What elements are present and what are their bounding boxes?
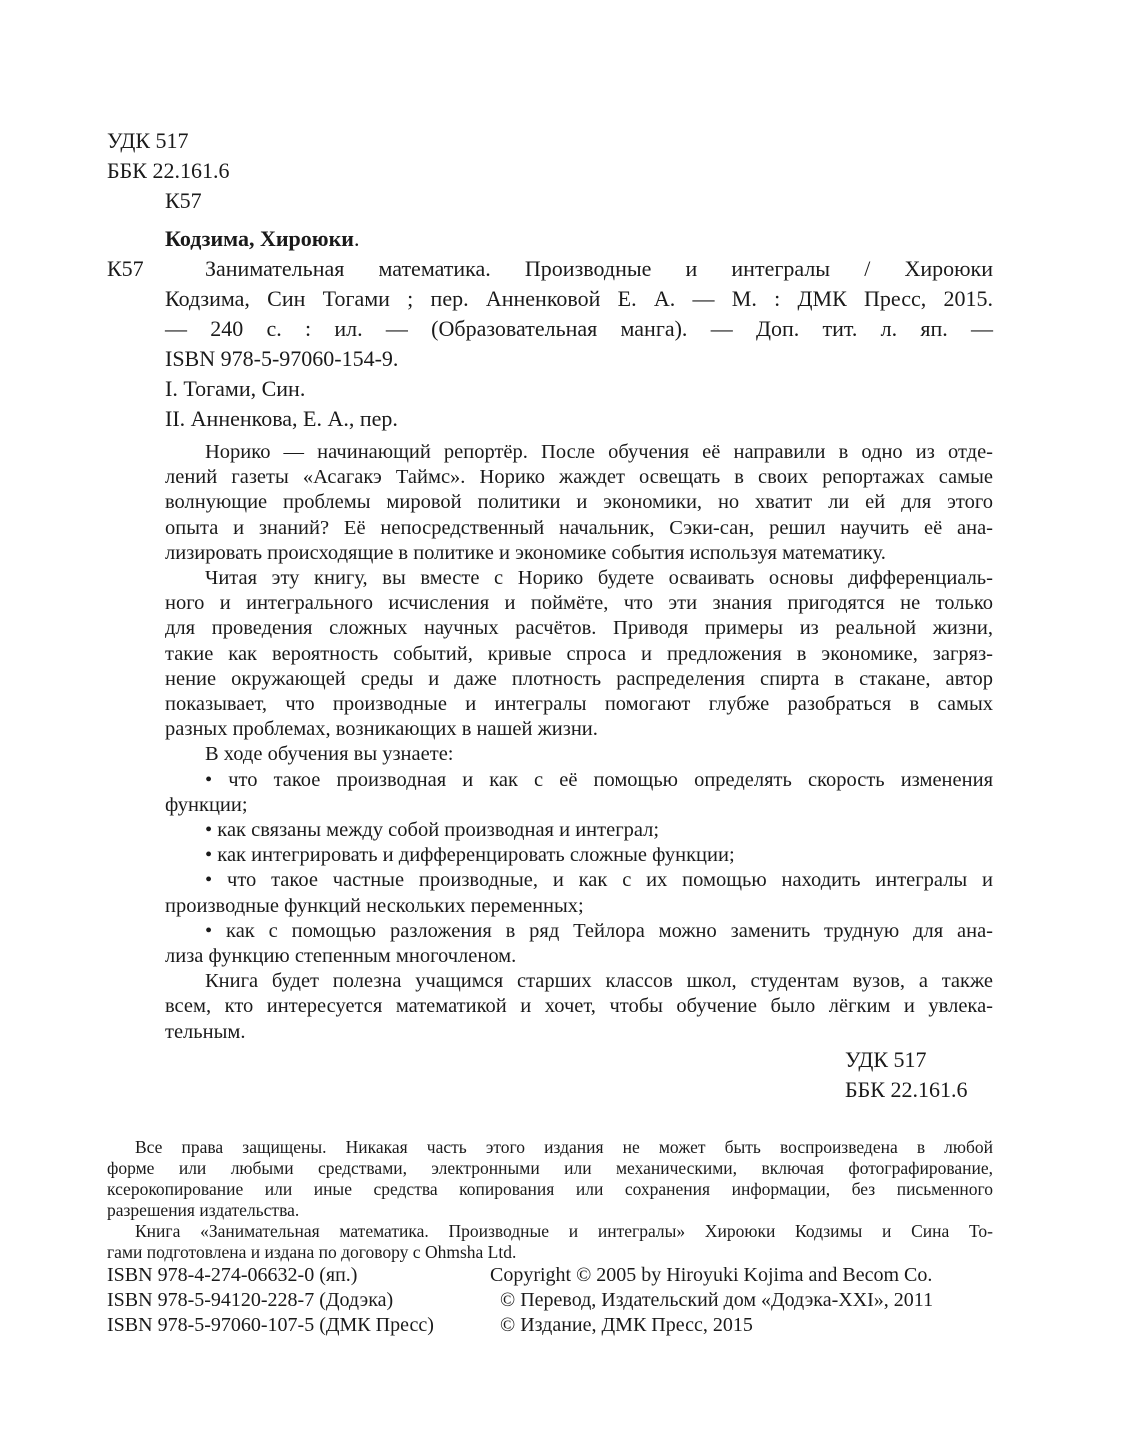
udk-code: УДК 517 bbox=[107, 128, 189, 153]
text-line: ного и интегрального исчисления и поймёте, что эти знания пригодятся не только bbox=[165, 592, 993, 615]
copyright-list bbox=[490, 1263, 933, 1338]
author-dot: . bbox=[353, 226, 360, 251]
rights-notice bbox=[107, 1137, 993, 1263]
text-line: нение окружающей среды и даже плотность распределения спирта в стакане, автор bbox=[165, 667, 993, 690]
text-line: опыта и знаний? Её непосредственный начальник, Сэки-сан, решил научить её ана- bbox=[165, 516, 993, 539]
copyright-line: © Издание, ДМК Пресс, 2015 bbox=[500, 1314, 753, 1336]
text-line: • что такое частные производные, и как с их помощью находить интегралы и bbox=[205, 869, 993, 892]
text-line: тельным. bbox=[165, 1020, 246, 1043]
text-line: функции; bbox=[165, 793, 248, 816]
text-line: волнующие проблемы мировой политики и экономики, но хватит ли ей для этого bbox=[165, 491, 993, 514]
entry-line: Занимательная математика. Производные и интегралы / Хироюки bbox=[205, 256, 993, 281]
entry-code: К57 bbox=[107, 256, 144, 281]
text-line: лиза функцию степенным многочленом. bbox=[165, 945, 517, 968]
bibliographic-entry bbox=[165, 254, 993, 434]
text-line: производные функций нескольких переменных; bbox=[165, 894, 584, 917]
catalog-header bbox=[107, 126, 229, 216]
author-name-text: Кодзима, Хироюки bbox=[165, 226, 354, 251]
text-line: гами подготовлена и издана по договору с Ohmsha Ltd. bbox=[107, 1242, 517, 1262]
text-line: такие как вероятность событий, кривые спроса и предложения в экономике, загряз- bbox=[165, 642, 993, 665]
copyright-line: © Перевод, Издательский дом «Додэка-XXI», 2011 bbox=[500, 1289, 934, 1311]
entry-line: — 240 с. : ил. — (Образовательная манга). — Доп. тит. л. яп. — bbox=[165, 316, 993, 341]
entry-line: ISBN 978-5-97060-154-9. bbox=[165, 346, 399, 371]
isbn-line: ISBN 978-4-274-06632-0 (яп.) bbox=[107, 1264, 358, 1286]
text-line: форме или любыми средствами, электронными или механическими, включая фотографирование, bbox=[107, 1158, 993, 1178]
bbk-code-bottom: ББК 22.161.6 bbox=[845, 1077, 968, 1102]
text-line: показывает, что производные и интегралы помогают глубже разобраться в самых bbox=[165, 693, 993, 716]
text-line: В ходе обучения вы узнаете: bbox=[205, 743, 454, 766]
text-line: разных проблемах, возникающих в нашей жизни. bbox=[165, 718, 598, 741]
isbn-line: ISBN 978-5-94120-228-7 (Додэка) bbox=[107, 1289, 394, 1311]
isbn-list bbox=[107, 1263, 434, 1338]
coauthor-line: I. Тогами, Син. bbox=[165, 376, 306, 401]
text-line: • как интегрировать и дифференцировать сложные функции; bbox=[205, 844, 735, 867]
isbn-line: ISBN 978-5-97060-107-5 (ДМК Пресс) bbox=[107, 1314, 434, 1336]
text-line: • как связаны между собой производная и интеграл; bbox=[205, 819, 660, 842]
text-line: Книга будет полезна учащимся старших классов школ, студентам вузов, а также bbox=[205, 970, 993, 993]
author-name bbox=[165, 224, 359, 254]
text-line: • что такое производная и как с её помощью определять скорость изменения bbox=[205, 768, 993, 791]
text-line: Читая эту книгу, вы вместе с Норико будете осваивать основы дифференциаль- bbox=[205, 567, 993, 590]
text-line: • как с помощью разложения в ряд Тейлора можно заменить трудную для ана- bbox=[205, 919, 993, 942]
text-line: лизировать происходящие в политике и экономике события используя математику. bbox=[165, 541, 886, 564]
abstract bbox=[165, 440, 993, 1045]
text-line: разрешения издательства. bbox=[107, 1200, 300, 1220]
text-line: ксерокопирование или иные средства копирования или сохранения информации, без письменного bbox=[107, 1179, 993, 1199]
text-line: Норико — начинающий репортёр. После обучения её направили в одно из отде- bbox=[205, 441, 993, 463]
author-code: К57 bbox=[165, 188, 202, 213]
text-line: всем, кто интересуется математикой и хочет, чтобы обучение было лёгким и увлека- bbox=[165, 995, 993, 1018]
text-line: для проведения сложных научных расчётов. Приводя примеры из реальной жизни, bbox=[165, 617, 993, 640]
entry-line: Кодзима, Син Тогами ; пер. Анненковой Е. А. — М. : ДМК Пресс, 2015. bbox=[165, 286, 993, 311]
text-line: лений газеты «Асагакэ Таймс». Норико жаждет освещать в своих репортажах самые bbox=[165, 466, 993, 489]
bbk-code: ББК 22.161.6 bbox=[107, 158, 230, 183]
text-line: Все права защищены. Никакая часть этого издания не может быть воспроизведена в любой bbox=[135, 1137, 993, 1157]
coauthor-line: II. Анненкова, Е. А., пер. bbox=[165, 406, 398, 431]
text-line: Книга «Занимательная математика. Производные и интегралы» Хироюки Кодзимы и Сина То- bbox=[135, 1221, 993, 1241]
abstract-codes bbox=[845, 1045, 967, 1105]
udk-code-bottom: УДК 517 bbox=[845, 1047, 927, 1072]
copyright-line: Copyright © 2005 by Hiroyuki Kojima and Becom Co. bbox=[490, 1264, 933, 1286]
